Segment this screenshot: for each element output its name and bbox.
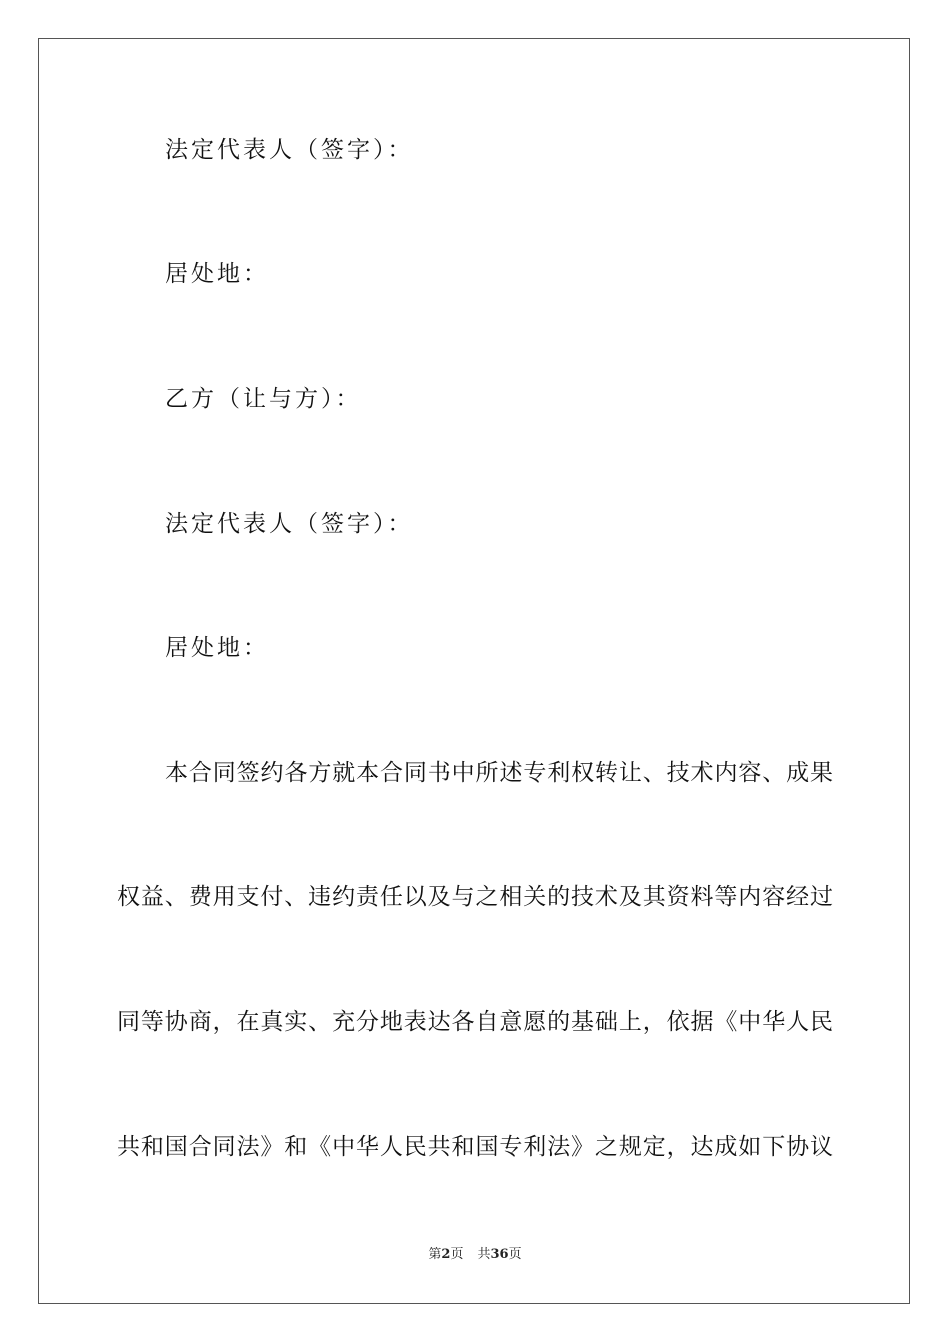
page-suffix: 页 — [450, 1247, 464, 1262]
total-prefix: 共 — [477, 1247, 491, 1262]
page-prefix: 第 — [428, 1247, 442, 1262]
total-page-count: 36 — [490, 1247, 509, 1262]
residence-label-a: 居处地： — [165, 261, 269, 287]
current-page-number: 2 — [441, 1247, 451, 1262]
paragraph-line: 同等协商，在真实、充分地表达各自意愿的基础上，依据《中华人民 — [117, 1009, 833, 1035]
paragraph-line: 共和国合同法》和《中华人民共和国专利法》之规定，达成如下协议 — [117, 1134, 833, 1160]
party-b-label: 乙方（让与方）： — [165, 386, 362, 412]
residence-label-b: 居处地： — [165, 635, 269, 661]
legal-rep-signature-label-a: 法定代表人（签字）： — [165, 137, 414, 163]
total-suffix: 页 — [508, 1247, 522, 1262]
page-footer — [0, 1246, 950, 1264]
legal-rep-signature-label-b: 法定代表人（签字）： — [165, 511, 414, 537]
paragraph-line: 权益、费用支付、违约责任以及与之相关的技术及其资料等内容经过 — [117, 884, 833, 910]
page-border — [38, 38, 910, 1304]
paragraph-line: 本合同签约各方就本合同书中所述专利权转让、技术内容、成果 — [165, 760, 833, 786]
